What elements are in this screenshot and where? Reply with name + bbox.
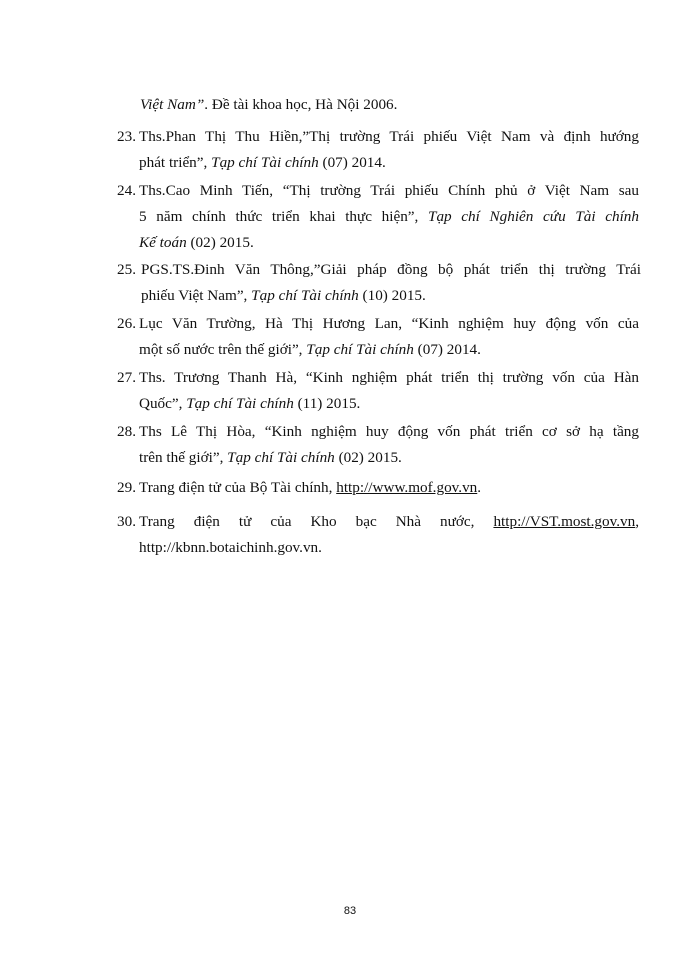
reference-text: (02) 2015. — [334, 448, 402, 466]
reference-text: Ths Lê Thị Hòa, “Kinh nghiệm huy động vốn phát triển cơ sở hạ tầng — [139, 423, 639, 440]
reference-text: phiếu Việt Nam”, — [141, 286, 252, 304]
reference-text: Lục Văn Trường, Hà Thị Hương Lan, “Kinh nghiệm huy động vốn của — [139, 315, 639, 332]
reference-item — [117, 124, 639, 176]
reference-text: Ths. Trương Thanh Hà, “Kinh nghiệm phát triển thị trường vốn của Hàn — [139, 369, 639, 386]
reference-line — [139, 445, 639, 471]
reference-line — [139, 391, 639, 417]
reference-text: http://kbnn.botaichinh.gov.vn. — [139, 538, 322, 556]
reference-text: (02) 2015. — [186, 233, 254, 251]
reference-item — [117, 178, 639, 255]
reference-text: (11) 2015. — [293, 394, 361, 412]
reference-italic-text: Tạp chí Tài chính — [186, 394, 294, 412]
reference-item — [117, 365, 639, 417]
reference-line — [141, 257, 641, 283]
continuation-line — [140, 92, 397, 118]
reference-item — [117, 475, 639, 501]
reference-italic-text: Tạp chí Tài chính — [306, 340, 414, 358]
reference-text: 5 năm chính thức triển khai thực hiện”, — [139, 207, 428, 225]
reference-item — [117, 311, 639, 363]
reference-number: 23. — [117, 128, 136, 145]
reference-text: Ths.Cao Minh Tiến, “Thị trường Trái phiếu Chính phủ ở Việt Nam sau — [139, 182, 639, 199]
reference-number: 27. — [117, 369, 136, 386]
continuation-italic: Việt Nam” — [140, 96, 205, 113]
continuation-rest: . Đề tài khoa học, Hà Nội 2006. — [204, 96, 398, 113]
reference-line — [141, 283, 641, 309]
reference-number: 24. — [117, 182, 136, 199]
reference-line — [139, 535, 639, 561]
reference-line — [139, 311, 639, 337]
reference-text: , — [635, 513, 639, 530]
reference-text: PGS.TS.Đinh Văn Thông,”Giải pháp đồng bộ phát triển thị trường Trái — [141, 261, 641, 278]
reference-item — [117, 257, 641, 309]
reference-text: phát triển”, — [139, 153, 212, 171]
reference-link[interactable]: http://VST.most.gov.vn — [493, 513, 636, 530]
reference-line — [139, 419, 639, 445]
reference-line — [139, 178, 639, 204]
reference-italic-text: Kế toán — [139, 233, 187, 251]
reference-text: một số nước trên thế giới”, — [139, 340, 307, 358]
reference-text: Ths.Phan Thị Thu Hiền,”Thị trường Trái phiếu Việt Nam và định hướng — [139, 128, 639, 145]
reference-italic-text: Tạp chí Tài chính — [211, 153, 319, 171]
reference-number: 30. — [117, 513, 136, 530]
reference-line — [139, 509, 639, 535]
reference-text: (07) 2014. — [318, 153, 386, 171]
reference-text: Trang điện tử của Bộ Tài chính, — [139, 479, 337, 496]
reference-link[interactable]: http://www.mof.gov.vn — [336, 479, 478, 496]
reference-line — [139, 230, 639, 256]
reference-number: 26. — [117, 315, 136, 332]
reference-text: (07) 2014. — [413, 340, 481, 358]
reference-line — [139, 475, 639, 501]
reference-number: 25. — [117, 261, 136, 278]
reference-text: Trang điện tử của Kho bạc Nhà nước, — [139, 513, 494, 530]
page-number: 83 — [343, 905, 357, 917]
reference-text: . — [477, 479, 482, 496]
reference-item — [117, 419, 639, 471]
reference-text: Quốc”, — [139, 394, 187, 412]
reference-item — [117, 509, 639, 561]
reference-number: 28. — [117, 423, 136, 440]
reference-italic-text: Tạp chí Tài chính — [251, 286, 359, 304]
reference-text: (10) 2015. — [358, 286, 426, 304]
reference-text: trên thế giới”, — [139, 448, 228, 466]
reference-line — [139, 150, 639, 176]
reference-number: 29. — [117, 479, 136, 496]
reference-line — [139, 124, 639, 150]
reference-italic-text: Tạp chí Tài chính — [227, 448, 335, 466]
reference-line — [139, 204, 639, 230]
reference-line — [139, 337, 639, 363]
reference-line — [139, 365, 639, 391]
reference-italic-text: Tạp chí Nghiên cứu Tài chính — [428, 207, 639, 225]
